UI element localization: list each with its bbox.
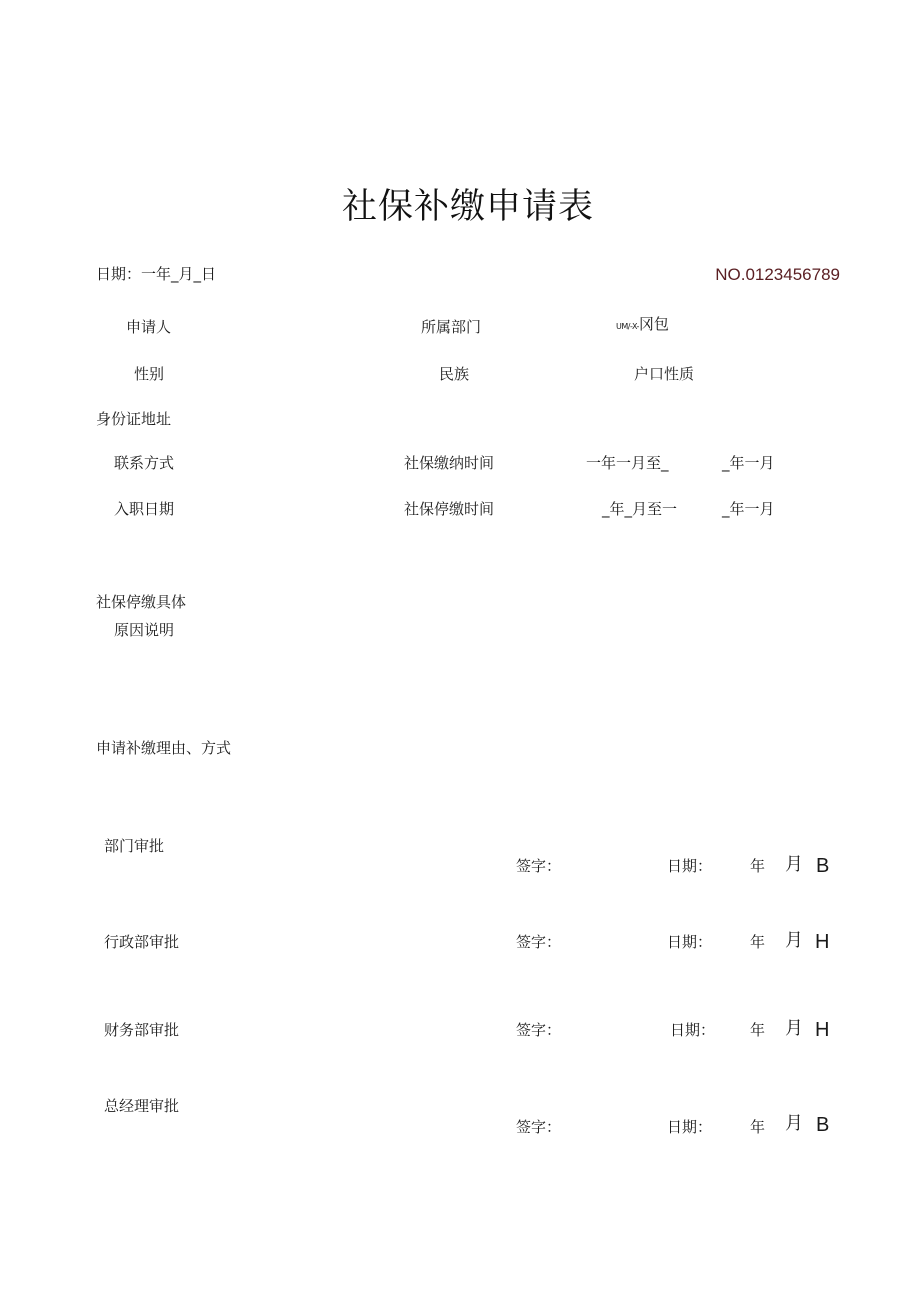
supplement-reason-label: 申请补缴理由、方式 [96,739,232,757]
payment-period-label: 社保缴纳时间 [404,454,495,472]
department-value-prefix: UM/-X- [616,322,639,331]
stop-reason-label-line1: 社保停缴具体 [96,593,187,611]
applicant-label: 申请人 [126,318,172,336]
approval-label: 部门审批 [104,837,165,855]
date-line: 日期：一年_月_日 [96,265,217,283]
approval-month: 月 [785,930,803,951]
approval-date-label: 日期： [670,1021,716,1039]
ethnicity-label: 民族 [439,365,470,383]
contact-label: 联系方式 [114,454,175,472]
approval-date-label: 日期： [667,1118,713,1136]
signature-label: 签字： [516,933,562,951]
household-type-label: 户口性质 [634,365,695,383]
approval-day: B [816,855,830,877]
department-value [616,314,669,334]
approval-label: 总经理审批 [104,1097,180,1115]
approval-date-label: 日期： [667,857,713,875]
approval-day: B [816,1114,830,1136]
department-label: 所属部门 [421,318,482,336]
approval-year: 年 [750,933,766,951]
approval-label: 行政部审批 [104,933,180,951]
approval-year: 年 [750,1021,766,1039]
id-address-label: 身份证地址 [96,410,172,428]
payment-period-from: 一年一月至_ [586,454,669,472]
approval-month: 月 [785,1113,803,1134]
payment-period-to: _年一月 [722,454,775,472]
stop-period-to: _年一月 [722,500,775,518]
approval-year: 年 [750,857,766,875]
approval-year: 年 [750,1118,766,1136]
hire-date-label: 入职日期 [114,500,175,518]
approval-month: 月 [785,1018,803,1039]
department-value-text: 冈包 [638,315,669,333]
signature-label: 签字： [516,1118,562,1136]
page-title: 社保补缴申请表 [341,187,594,227]
stop-period-from: _年_月至一 [602,500,678,518]
approval-day: H [815,1019,830,1041]
signature-label: 签字： [516,1021,562,1039]
stop-period-label: 社保停缴时间 [404,500,495,518]
signature-label: 签字： [516,857,562,875]
approval-day: H [815,931,830,953]
gender-label: 性别 [134,365,165,383]
approval-month: 月 [785,854,803,875]
approval-date-label: 日期： [667,933,713,951]
stop-reason-label-line2: 原因说明 [114,621,175,639]
approval-label: 财务部审批 [104,1021,180,1039]
document-number: NO.0123456789 [715,265,840,284]
